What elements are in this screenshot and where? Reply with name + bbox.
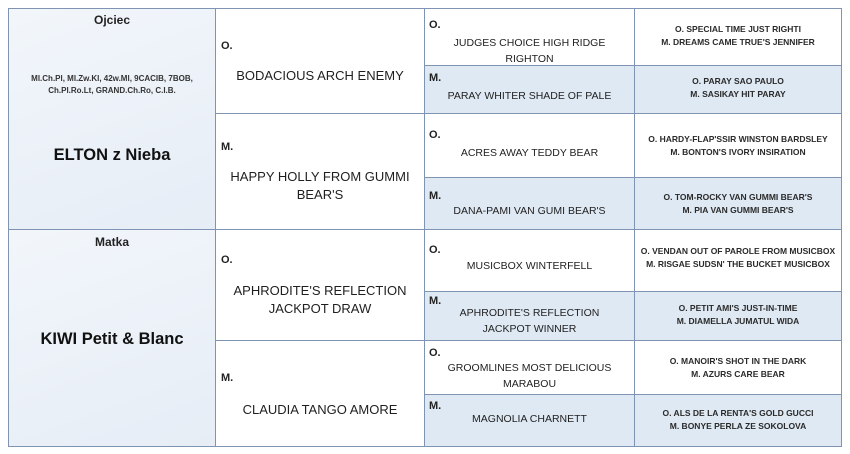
sire-mother-name: HAPPY HOLLY FROM GUMMI BEAR'S <box>230 169 410 202</box>
ggp-father: O. MANOIR'S SHOT IN THE DARK <box>669 356 807 366</box>
ggp-father: O. PARAY SAO PAULO <box>692 76 784 86</box>
ggp-mother: M. PIA VAN GUMMI BEAR'S <box>682 205 794 215</box>
gp-cell <box>424 340 635 395</box>
role-label: M. <box>221 372 234 384</box>
ggp-father: O. TOM-ROCKY VAN GUMMI BEAR'S <box>663 192 813 202</box>
ggp-mother: M. RISGAE SUDSN' THE BUCKET MUSICBOX <box>646 259 830 269</box>
dam-father-cell <box>215 229 425 341</box>
gp-cell <box>424 229 635 292</box>
role-label: O. <box>221 40 233 52</box>
sire-father-name: BODACIOUS ARCH ENEMY <box>236 68 404 83</box>
role-label: M. <box>429 295 442 307</box>
ggp-father: O. HARDY-FLAP'SSIR WINSTON BARDSLEY <box>648 134 828 144</box>
sire-heading: Ojciec <box>93 13 131 27</box>
gp-cell <box>424 291 635 341</box>
ggp-cell <box>634 340 842 395</box>
role-label: O. <box>429 347 441 359</box>
role-label: O. <box>429 129 441 141</box>
dam-mother-name: CLAUDIA TANGO AMORE <box>242 402 398 417</box>
ggp-mother: M. BONYE PERLA ZE SOKOLOVA <box>669 421 807 431</box>
role-label: M. <box>429 72 442 84</box>
gp-cell <box>424 113 635 178</box>
sire-name: ELTON z Nieba <box>53 146 171 164</box>
ggp-mother: M. AZURS CARE BEAR <box>691 369 785 379</box>
gp-name: MAGNOLIA CHARNETT <box>472 413 587 425</box>
ggp-mother: M. DIAMELLA JUMATUL WIDA <box>676 316 800 326</box>
role-label: M. <box>429 400 442 412</box>
ggp-cell <box>634 229 842 292</box>
gp-name: GROOMLINES MOST DELICIOUS MARABOU <box>447 362 612 390</box>
role-label: O. <box>221 254 233 266</box>
dam-cell <box>8 229 216 447</box>
gp-cell <box>424 8 635 66</box>
gp-name: PARAY WHITER SHADE OF PALE <box>447 90 612 102</box>
gp-cell <box>424 177 635 230</box>
ggp-mother: M. DREAMS CAME TRUE'S JENNIFER <box>661 37 815 47</box>
dam-heading: Matka <box>94 235 129 249</box>
ggp-father: O. VENDAN OUT OF PAROLE FROM MUSICBOX <box>640 246 836 256</box>
gp-name: JUDGES CHOICE HIGH RIDGE RIGHTON <box>453 37 606 65</box>
ggp-father: O. PETIT AMI'S JUST-IN-TIME <box>678 303 798 313</box>
ggp-cell <box>634 8 842 66</box>
ggp-cell <box>634 291 842 341</box>
sire-titles: Ml.Ch.Pl, Ml.Zw.Kl, 42w.Ml, 9CACIB, 7BOB, Ch.Pl.Ro.Lt, GRAND.Ch.Ro, C.I.B. <box>31 74 193 95</box>
sire-cell <box>8 8 216 230</box>
ggp-mother: M. BONTON'S IVORY INSIRATION <box>670 147 806 157</box>
dam-name: KIWI Petit & Blanc <box>40 330 184 348</box>
ggp-mother: M. SASIKAY HIT PARAY <box>690 89 786 99</box>
ggp-cell <box>634 177 842 230</box>
gp-cell <box>424 65 635 114</box>
gp-name: DANA-PAMI VAN GUMI BEAR'S <box>453 205 606 217</box>
ggp-father: O. SPECIAL TIME JUST RIGHTI <box>675 24 801 34</box>
ggp-cell <box>634 394 842 447</box>
gp-name: MUSICBOX WINTERFELL <box>466 260 593 272</box>
ggp-father: O. ALS DE LA RENTA'S GOLD GUCCI <box>662 408 814 418</box>
role-label: O. <box>429 244 441 256</box>
dam-father-name: APHRODITE'S REFLECTION JACKPOT DRAW <box>233 283 407 316</box>
dam-mother-cell <box>215 340 425 447</box>
gp-cell <box>424 394 635 447</box>
role-label: O. <box>429 19 441 31</box>
gp-name: APHRODITE'S REFLECTION JACKPOT WINNER <box>459 307 600 335</box>
ggp-cell <box>634 113 842 178</box>
sire-father-cell <box>215 8 425 114</box>
gp-name: ACRES AWAY TEDDY BEAR <box>460 147 599 159</box>
role-label: M. <box>429 190 442 202</box>
ggp-cell <box>634 65 842 114</box>
sire-mother-cell <box>215 113 425 230</box>
role-label: M. <box>221 141 234 153</box>
